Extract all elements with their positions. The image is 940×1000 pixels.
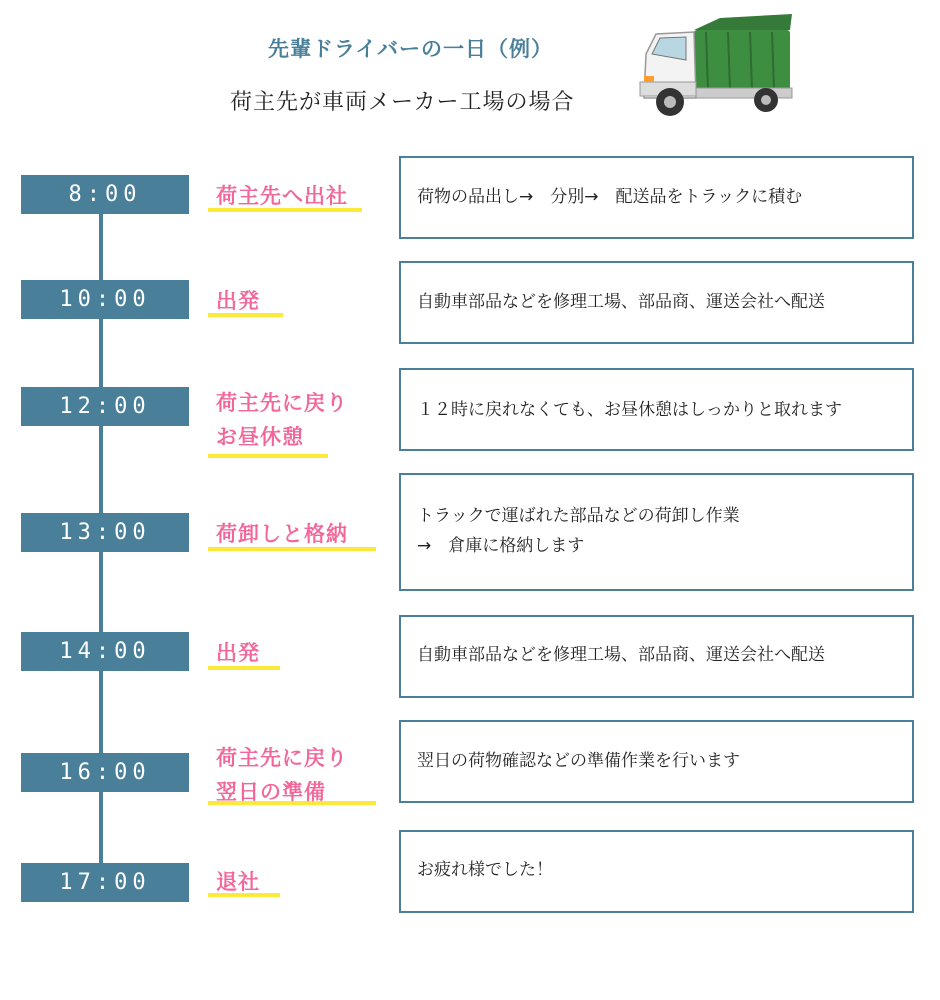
description-line: 自動車部品などを修理工場、部品商、運送会社へ配送 — [417, 292, 825, 312]
description-line: → 倉庫に格納します — [417, 536, 585, 556]
time-badge: 12:00 — [21, 387, 189, 426]
time-badge: 14:00 — [21, 632, 189, 671]
label-line: 出発 — [216, 641, 260, 665]
description-line: お疲れ様でした！ — [417, 860, 553, 880]
description-line: トラックで運ばれた部品などの荷卸し作業 — [417, 506, 740, 526]
description-line: 翌日の荷物確認などの準備作業を行います — [417, 751, 740, 771]
schedule-label — [216, 386, 348, 454]
description-box — [399, 368, 914, 451]
time-badge: 8:00 — [21, 175, 189, 214]
label-line: 出発 — [216, 289, 260, 313]
label-line: 荷主先へ出社 — [216, 184, 348, 208]
page-title: 荷主先が車両メーカー工場の場合 — [230, 90, 575, 115]
page-subtitle: 先輩ドライバーの一日（例） — [268, 37, 553, 61]
description-box — [399, 720, 914, 803]
schedule-label — [216, 517, 348, 551]
label-line: 荷主先に戻り — [216, 391, 348, 415]
description-box — [399, 830, 914, 913]
label-highlight — [208, 454, 328, 458]
time-badge: 16:00 — [21, 753, 189, 792]
schedule-label — [216, 741, 348, 809]
label-line: 翌日の準備 — [216, 780, 326, 804]
label-line: 退社 — [216, 870, 260, 894]
schedule-label — [216, 284, 260, 318]
description-box — [399, 261, 914, 344]
schedule-label — [216, 865, 260, 899]
schedule-label — [216, 179, 348, 213]
schedule-label — [216, 636, 260, 670]
time-badge: 17:00 — [21, 863, 189, 902]
description-box — [399, 156, 914, 239]
truck-illustration — [636, 12, 796, 124]
time-badge: 13:00 — [21, 513, 189, 552]
description-line: 自動車部品などを修理工場、部品商、運送会社へ配送 — [417, 645, 825, 665]
label-line: 荷卸しと格納 — [216, 522, 348, 546]
description-box — [399, 615, 914, 698]
time-badge: 10:00 — [21, 280, 189, 319]
label-line: お昼休憩 — [216, 425, 304, 449]
description-line: １２時に戻れなくても、お昼休憩はしっかりと取れます — [417, 400, 842, 420]
description-line: 荷物の品出し→ 分別→ 配送品をトラックに積む — [417, 187, 803, 207]
label-line: 荷主先に戻り — [216, 746, 348, 770]
description-box — [399, 473, 914, 591]
